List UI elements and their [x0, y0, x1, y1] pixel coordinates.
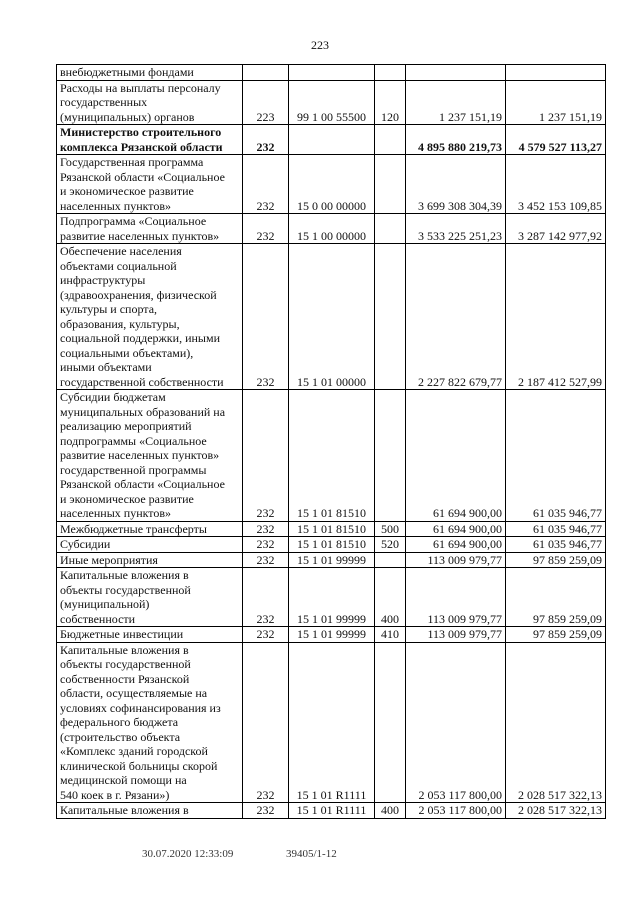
row-name-cell: Бюджетные инвестиции	[57, 627, 243, 643]
row-csr-cell: 15 1 01 81510	[289, 537, 375, 553]
row-csr-cell: 15 1 01 81510	[289, 390, 375, 522]
row-sum1-cell: 2 053 117 800,00	[406, 803, 506, 819]
table-row	[57, 214, 606, 244]
row-sum2-cell: 61 035 946,77	[506, 521, 606, 537]
row-sum1-cell: 113 009 979,77	[406, 552, 506, 568]
row-sum2-cell: 2 028 517 322,13	[506, 803, 606, 819]
row-sum1-cell: 2 227 822 679,77	[406, 244, 506, 390]
row-sum2-cell: 61 035 946,77	[506, 390, 606, 522]
row-ved-cell: 232	[243, 125, 289, 155]
row-ved-cell: 232	[243, 642, 289, 803]
row-ved-cell: 232	[243, 537, 289, 553]
row-name-cell: Капитальные вложения в объекты государственной (муниципальной) собственности	[57, 568, 243, 627]
table-row	[57, 627, 606, 643]
row-ved-cell: 232	[243, 521, 289, 537]
row-csr-cell: 15 1 01 99999	[289, 568, 375, 627]
row-sum2-cell: 2 187 412 527,99	[506, 244, 606, 390]
row-csr-cell: 15 1 01 99999	[289, 552, 375, 568]
row-csr-cell	[289, 65, 375, 81]
row-sum1-cell: 113 009 979,77	[406, 627, 506, 643]
row-name-cell: Капитальные вложения в объекты государственной собственности Рязанской области, осуществляемые на условиях софинансирования из федерального бюджета (строительство объекта «Комплекс зданий городской клинической больницы скорой медицинской помощи на 540 коек в г. Рязани»)	[57, 642, 243, 803]
row-sum1-cell: 61 694 900,00	[406, 521, 506, 537]
row-name-cell: Субсидии	[57, 537, 243, 553]
table-row	[57, 537, 606, 553]
row-sum1-cell: 3 699 308 304,39	[406, 155, 506, 214]
row-csr-cell: 15 1 01 R1111	[289, 642, 375, 803]
row-sum1-cell: 1 237 151,19	[406, 80, 506, 125]
table-row	[57, 125, 606, 155]
row-sum2-cell: 1 237 151,19	[506, 80, 606, 125]
row-sum2-cell: 97 859 259,09	[506, 627, 606, 643]
table-row	[57, 155, 606, 214]
row-ved-cell: 232	[243, 214, 289, 244]
row-vr-cell	[375, 390, 406, 522]
row-sum2-cell: 3 287 142 977,92	[506, 214, 606, 244]
row-sum1-cell: 4 895 880 219,73	[406, 125, 506, 155]
row-ved-cell: 232	[243, 155, 289, 214]
row-vr-cell: 500	[375, 521, 406, 537]
table-row	[57, 568, 606, 627]
row-vr-cell	[375, 214, 406, 244]
row-sum1-cell: 61 694 900,00	[406, 537, 506, 553]
row-sum2-cell	[506, 65, 606, 81]
row-ved-cell: 232	[243, 390, 289, 522]
row-name-cell: внебюджетными фондами	[57, 65, 243, 81]
row-name-cell: Расходы на выплаты персоналу государственных (муниципальных) органов	[57, 80, 243, 125]
row-sum1-cell: 2 053 117 800,00	[406, 642, 506, 803]
row-vr-cell	[375, 244, 406, 390]
row-sum2-cell: 3 452 153 109,85	[506, 155, 606, 214]
row-vr-cell: 410	[375, 627, 406, 643]
page-number: 223	[311, 38, 329, 52]
row-vr-cell: 400	[375, 803, 406, 819]
row-csr-cell: 15 1 00 00000	[289, 214, 375, 244]
row-name-cell: Капитальные вложения в	[57, 803, 243, 819]
table-row	[57, 642, 606, 803]
row-ved-cell	[243, 65, 289, 81]
budget-table	[56, 64, 606, 819]
table-row	[57, 244, 606, 390]
row-csr-cell: 15 0 00 00000	[289, 155, 375, 214]
row-name-cell: Иные мероприятия	[57, 552, 243, 568]
row-sum2-cell: 97 859 259,09	[506, 568, 606, 627]
row-sum1-cell: 61 694 900,00	[406, 390, 506, 522]
row-sum2-cell: 2 028 517 322,13	[506, 642, 606, 803]
row-vr-cell	[375, 552, 406, 568]
row-csr-cell	[289, 125, 375, 155]
footer-doc-code: 39405/1-12	[286, 848, 337, 860]
table-row	[57, 80, 606, 125]
row-vr-cell: 400	[375, 568, 406, 627]
row-csr-cell: 99 1 00 55500	[289, 80, 375, 125]
row-name-cell: Министерство строительного комплекса Рязанской области	[57, 125, 243, 155]
row-name-cell: Обеспечение населения объектами социальной инфраструктуры (здравоохранения, физической культуры и спорта, образования, культуры, социальной поддержки, иными социальными объектами), иными объектами государственной собственности	[57, 244, 243, 390]
row-ved-cell: 232	[243, 552, 289, 568]
row-sum1-cell: 3 533 225 251,23	[406, 214, 506, 244]
footer-datetime: 30.07.2020 12:33:09	[142, 848, 234, 860]
table-row	[57, 552, 606, 568]
row-ved-cell: 223	[243, 80, 289, 125]
row-vr-cell	[375, 642, 406, 803]
row-sum2-cell: 61 035 946,77	[506, 537, 606, 553]
row-sum2-cell: 4 579 527 113,27	[506, 125, 606, 155]
row-ved-cell: 232	[243, 803, 289, 819]
row-sum1-cell: 113 009 979,77	[406, 568, 506, 627]
row-csr-cell: 15 1 01 00000	[289, 244, 375, 390]
row-vr-cell	[375, 155, 406, 214]
row-ved-cell: 232	[243, 244, 289, 390]
row-csr-cell: 15 1 01 99999	[289, 627, 375, 643]
row-name-cell: Субсидии бюджетам муниципальных образований на реализацию мероприятий подпрограммы «Социальное развитие населенных пунктов» государственной программы Рязанской области «Социальное и экономическое развитие населенных пунктов»	[57, 390, 243, 522]
row-ved-cell: 232	[243, 627, 289, 643]
row-sum2-cell: 97 859 259,09	[506, 552, 606, 568]
row-vr-cell	[375, 125, 406, 155]
row-vr-cell: 520	[375, 537, 406, 553]
row-ved-cell: 232	[243, 568, 289, 627]
row-vr-cell: 120	[375, 80, 406, 125]
row-csr-cell: 15 1 01 R1111	[289, 803, 375, 819]
row-name-cell: Государственная программа Рязанской области «Социальное и экономическое развитие населенных пунктов»	[57, 155, 243, 214]
row-name-cell: Подпрограмма «Социальное развитие населенных пунктов»	[57, 214, 243, 244]
table-row	[57, 390, 606, 522]
table-row	[57, 803, 606, 819]
row-sum1-cell	[406, 65, 506, 81]
row-csr-cell: 15 1 01 81510	[289, 521, 375, 537]
row-name-cell: Межбюджетные трансферты	[57, 521, 243, 537]
table-row	[57, 65, 606, 81]
table-row	[57, 521, 606, 537]
row-vr-cell	[375, 65, 406, 81]
